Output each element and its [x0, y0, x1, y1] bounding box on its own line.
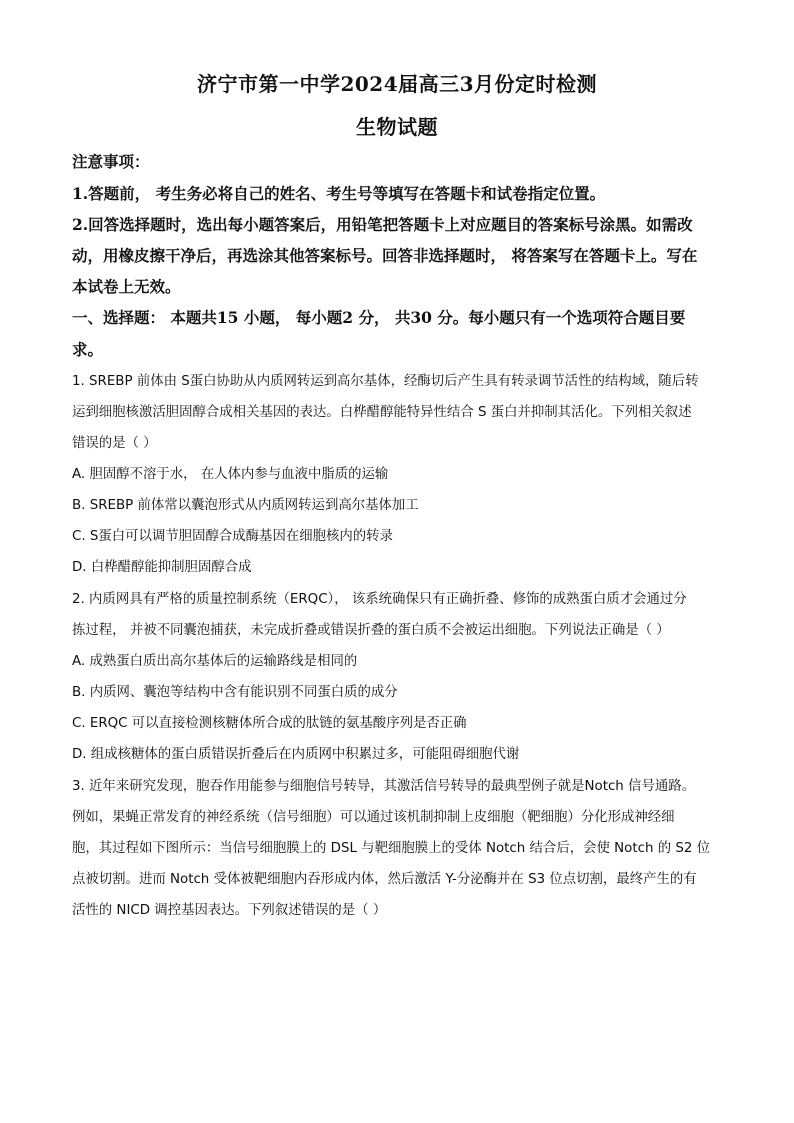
q2-option-c: C. ERQC 可以直接检测核糖体所合成的肽链的氨基酸序列是否正确 — [72, 716, 467, 731]
q2-stem-line-1: 2. 内质网具有严格的质量控制系统（ERQC）， 该系统确保只有正确折叠、修饰的成熟蛋白质才会通过分 — [72, 592, 687, 607]
exam-title: 济宁市第一中学2024届高三3月份定时检测 — [196, 72, 598, 96]
q3-stem-line-2: 例如，果蝇正常发育的神经系统（信号细胞）可以通过该机制抑制上皮细胞（靶细胞）分化形成神经细 — [72, 810, 675, 825]
q2-option-b: B. 内质网、囊泡等结构中含有能识别不同蛋白质的成分 — [72, 685, 398, 700]
q1-option-c: C. S蛋白可以调节胆固醇合成酶基因在细胞核内的转录 — [72, 529, 393, 544]
q1-stem-line-2: 运到细胞核激活胆固醇合成相关基因的表达。白桦醋醇能特异性结合 S 蛋白并抑制其活化。下列相关叙述 — [72, 405, 692, 420]
q1-option-a: A. 胆固醇不溶于水， 在人体内参与血液中脂质的运输 — [72, 467, 389, 482]
section-heading-line-1: 一、选择题： 本题共15 小题， 每小题2 分， 共30 分。每小题只有一个选项符合题目要 — [72, 308, 686, 327]
q3-stem-line-5: 活性的 NICD 调控基因表达。下列叙述错误的是（ ） — [72, 903, 387, 918]
q2-option-a: A. 成熟蛋白质出高尔基体后的运输路线是相同的 — [72, 654, 358, 669]
q3-stem-line-1: 3. 近年来研究发现，胞吞作用能参与细胞信号转导，其激活信号转导的最典型例子就是Notch 信号通路。 — [72, 779, 696, 794]
q1-stem-line-1: 1. SREBP 前体由 S蛋白协助从内质网转运到高尔基体，经酶切后产生具有转录调节活性的结构域，随后转 — [72, 374, 699, 389]
notice-heading: 注意事项： — [72, 152, 150, 171]
notice-item-2-line-1: 2.回答选择题时，选出每小题答案后，用铅笔把答题卡上对应题目的答案标号涂黑。如需改 — [72, 215, 693, 234]
q1-stem-line-3: 错误的是（ ） — [72, 436, 157, 451]
q2-stem-line-2: 拣过程， 并被不同囊泡捕获，未完成折叠或错误折叠的蛋白质不会被运出细胞。下列说法正确是（ ） — [72, 623, 670, 638]
exam-subject: 生物试题 — [356, 115, 438, 139]
q3-stem-line-3: 胞，其过程如下图所示：当信号细胞膜上的 DSL 与靶细胞膜上的受体 Notch 结合后，会使 Notch 的 S2 位 — [72, 841, 711, 856]
q1-option-d: D. 白桦醋醇能抑制胆固醇合成 — [72, 560, 252, 575]
q2-option-d: D. 组成核糖体的蛋白质错误折叠后在内质网中积累过多，可能阻碍细胞代谢 — [72, 747, 520, 762]
q1-option-b: B. SREBP 前体常以囊泡形式从内质网转运到高尔基体加工 — [72, 498, 419, 513]
notice-item-1: 1.答题前， 考生务必将自己的姓名、考生号等填写在答题卡和试卷指定位置。 — [72, 184, 606, 203]
notice-item-2-line-2: 动，用橡皮擦干净后，再选涂其他答案标号。回答非选择题时， 将答案写在答题卡上。写在 — [72, 246, 698, 265]
notice-item-2-line-3: 本试卷上无效。 — [72, 277, 181, 296]
section-heading-line-2: 求。 — [72, 340, 104, 359]
q3-stem-line-4: 点被切割。进而 Notch 受体被靶细胞内吞形成内体，然后激活 Y-分泌酶并在 S3 位点切割，最终产生的有 — [72, 872, 697, 887]
